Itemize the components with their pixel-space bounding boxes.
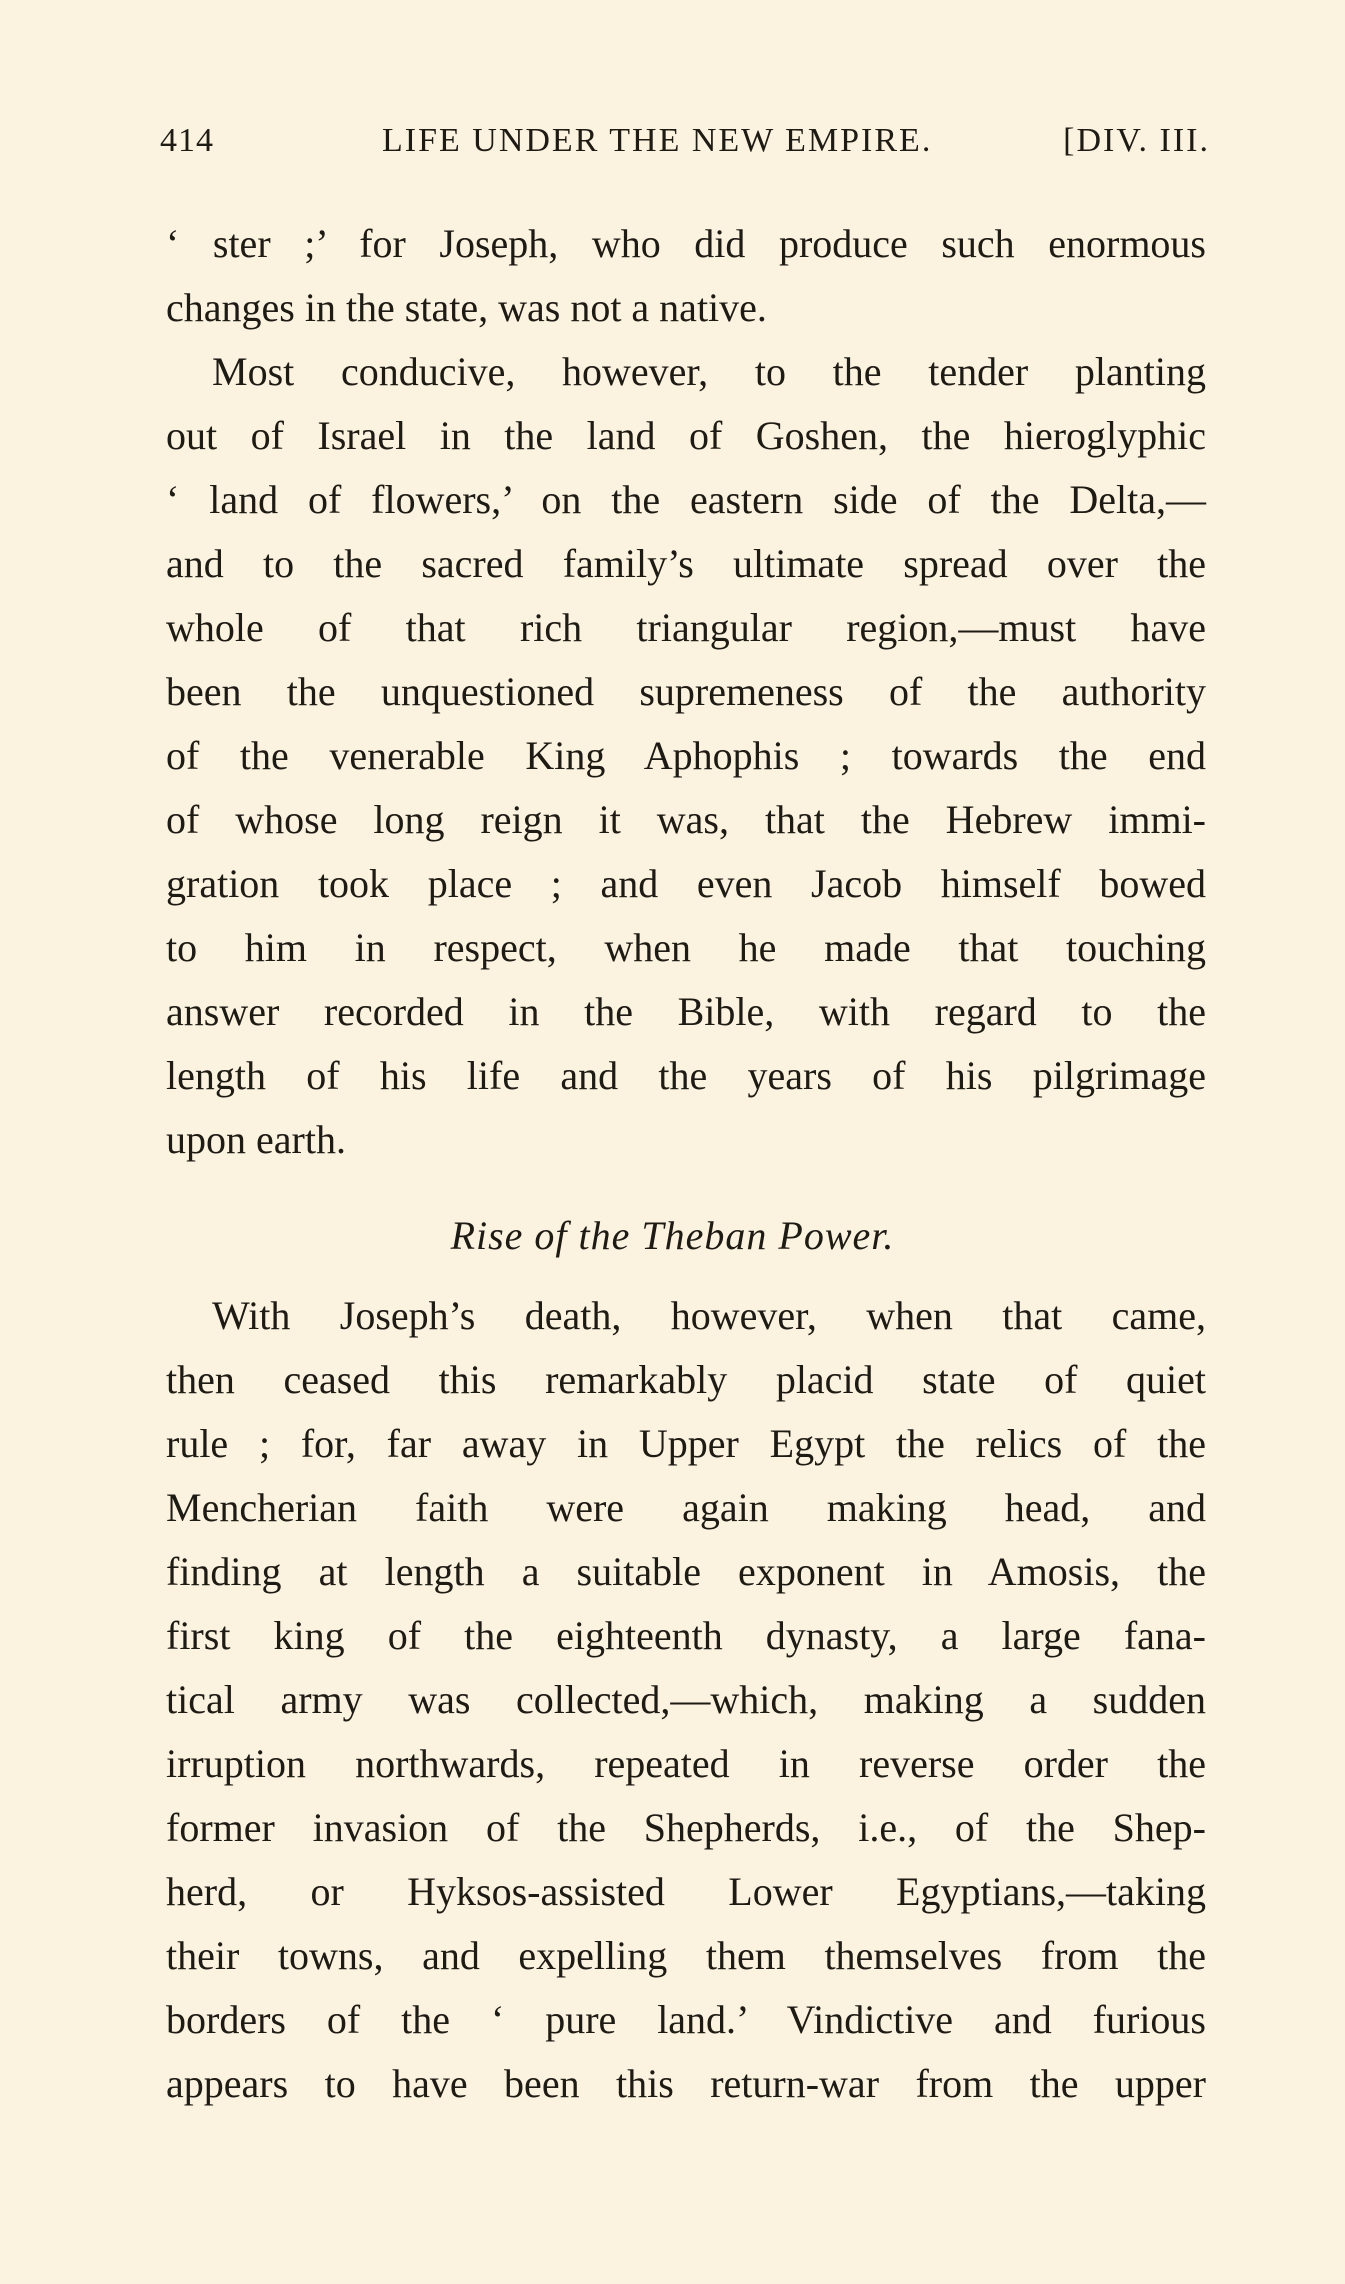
- text-line: herd, or Hyksos-assisted Lower Egyptians,—taking: [166, 1869, 1206, 1914]
- text-line: been the unquestioned supremeness of the authority: [166, 669, 1206, 714]
- text-line: former invasion of the Shepherds, i.e., of the Shep-: [166, 1805, 1206, 1850]
- text-line: gration took place ; and even Jacob himself bowed: [166, 861, 1206, 906]
- text-line: ‘ land of flowers,’ on the eastern side of the Delta,—: [166, 477, 1206, 522]
- text-line: With Joseph’s death, however, when that came,: [212, 1293, 1206, 1338]
- text-line: to him in respect, when he made that touching: [166, 925, 1206, 970]
- paragraph-continuation: [166, 212, 1206, 340]
- paragraph-goshen: [166, 340, 1206, 1172]
- text-line: Most conducive, however, to the tender planting: [212, 349, 1206, 394]
- text-line: ‘ ster ;’ for Joseph, who did produce such enormous: [166, 221, 1206, 266]
- page-number: 414: [160, 122, 214, 159]
- text-line: finding at length a suitable exponent in Amosis, the: [166, 1549, 1206, 1594]
- text-line: out of Israel in the land of Goshen, the hieroglyphic: [166, 413, 1206, 458]
- running-title: LIFE UNDER THE NEW EMPIRE.: [382, 122, 933, 159]
- text-line: rule ; for, far away in Upper Egypt the relics of the: [166, 1421, 1206, 1466]
- text-line: of the venerable King Aphophis ; towards the end: [166, 733, 1206, 778]
- text-line: borders of the ‘ pure land.’ Vindictive and furious: [166, 1997, 1206, 2042]
- text-line: and to the sacred family’s ultimate spread over the: [166, 541, 1206, 586]
- text-line: upon earth.: [166, 1117, 346, 1162]
- text-line: irruption northwards, repeated in reverse order the: [166, 1741, 1206, 1786]
- text-line: whole of that rich triangular region,—must have: [166, 605, 1206, 650]
- paragraph-theban: [166, 1284, 1206, 2116]
- text-line: Mencherian faith were again making head, and: [166, 1485, 1206, 1530]
- running-head: [160, 122, 1210, 172]
- section-heading: Rise of the Theban Power.: [450, 1213, 895, 1258]
- text-line: first king of the eighteenth dynasty, a large fana-: [166, 1613, 1206, 1658]
- text-line: changes in the state, was not a native.: [166, 285, 767, 330]
- text-line: answer recorded in the Bible, with regard to the: [166, 989, 1206, 1034]
- text-line: appears to have been this return-war from the upper: [166, 2061, 1206, 2106]
- text-line: of whose long reign it was, that the Hebrew immi-: [166, 797, 1206, 842]
- text-line: tical army was collected,—which, making a sudden: [166, 1677, 1206, 1722]
- text-line: their towns, and expelling them themselves from the: [166, 1933, 1206, 1978]
- text-line: length of his life and the years of his pilgrimage: [166, 1053, 1206, 1098]
- text-line: then ceased this remarkably placid state of quiet: [166, 1357, 1206, 1402]
- division-marker: [DIV. III.: [1063, 122, 1210, 159]
